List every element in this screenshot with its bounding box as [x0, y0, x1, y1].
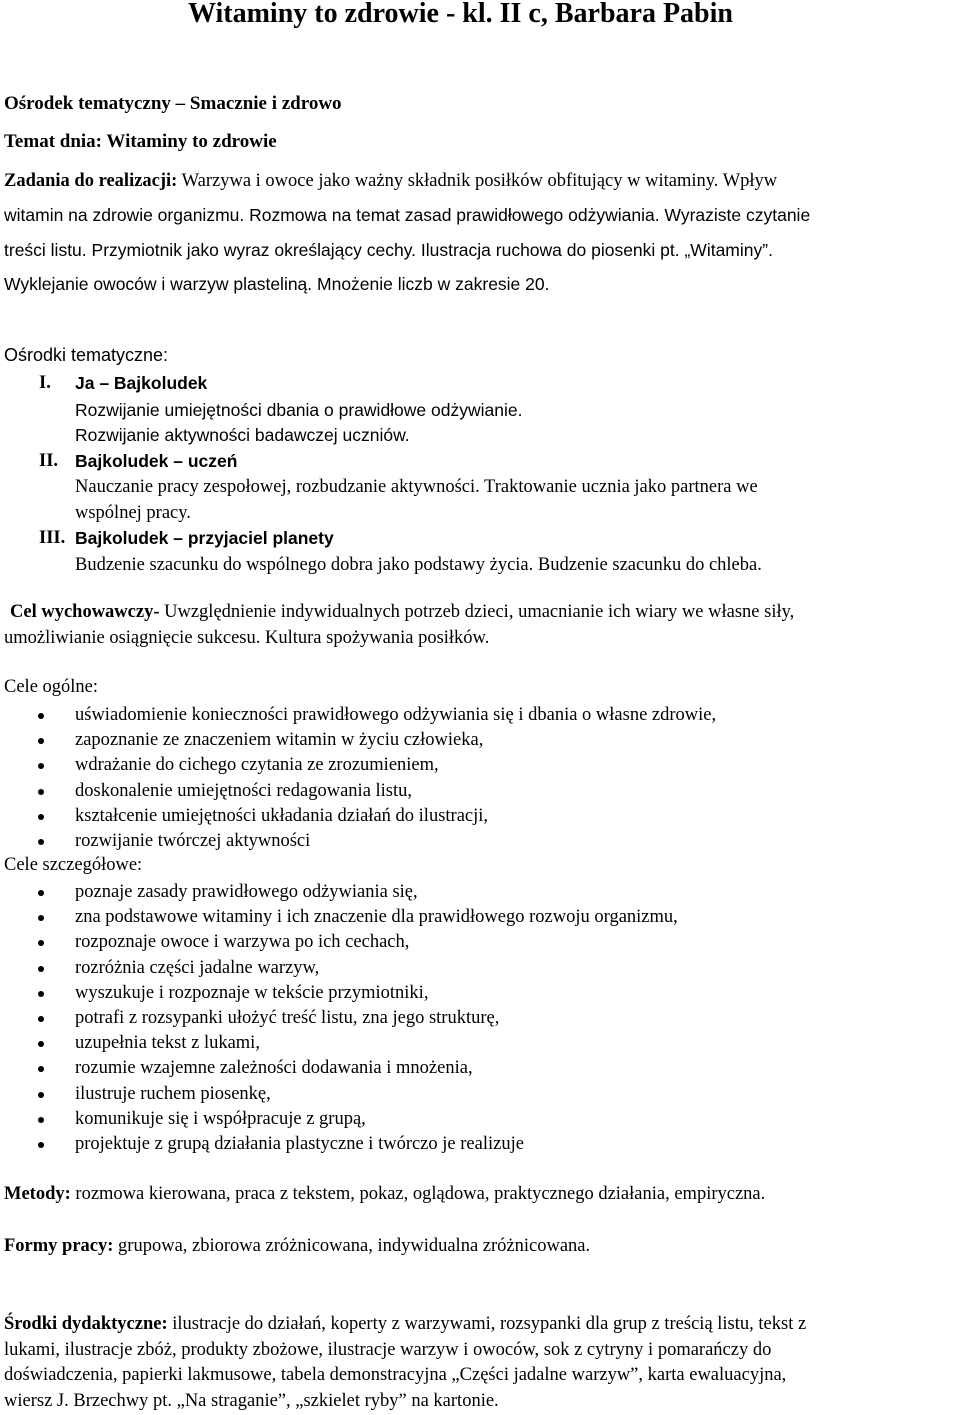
cele-szczegolowe-heading: Cele szczegółowe: — [4, 855, 143, 875]
osrodek-3-number: III. — [39, 528, 66, 548]
osrodek-1-title: Ja – Bajkoludek — [75, 373, 208, 393]
list-item: rozróżnia części jadalne warzyw, — [0, 956, 678, 981]
zadania-line-2: witamin na zdrowie organizmu. Rozmowa na temat zasad prawidłowego odżywiania. Wyraziste czytanie — [4, 205, 811, 225]
osrodki-list — [0, 371, 762, 578]
list-item: zna podstawowe witaminy i ich znaczenie dla prawidłowego rozwoju organizmu, — [0, 905, 678, 930]
formy-label: Formy pracy: — [4, 1236, 114, 1256]
zadania-line-1: Warzywa i owoce jako ważny składnik posiłków obfitujący w witaminy. Wpływ — [177, 171, 778, 191]
list-item: doskonalenie umiejętności redagowania listu, — [0, 779, 716, 804]
bullet-icon — [38, 915, 44, 921]
list-item: potrafi z rozsypanki ułożyć treść listu, zna jego strukturę, — [0, 1006, 678, 1031]
temat-dnia-heading: Temat dnia: Witaminy to zdrowie — [4, 131, 277, 152]
bullet-icon — [38, 1041, 44, 1047]
osrodek-3-line: Budzenie szacunku do wspólnego dobra jako podstawy życia. Budzenie szacunku do chleba. — [75, 554, 762, 575]
srodki-dydaktyczne — [4, 1312, 959, 1414]
srodki-line-2: lukami, ilustracje zbóż, produkty zbożowe, ilustracje warzyw i owoców, sok z cytryny i pomarańczy do — [4, 1339, 772, 1360]
list-item: poznaje zasady prawidłowego odżywiania się, — [0, 880, 678, 905]
bullet-icon — [38, 1066, 44, 1072]
cel-label: Cel wychowawczy- — [10, 602, 160, 622]
zadania-line-4: Wyklejanie owoców i warzyw plasteliną. Mnożenie liczb w zakresie 20. — [4, 274, 550, 294]
metody-text: rozmowa kierowana, praca z tekstem, pokaz, oglądowa, praktycznego działania, empiryczna. — [70, 1184, 766, 1204]
osrodek-tematyczny-heading: Ośrodek tematyczny – Smacznie i zdrowo — [4, 93, 342, 114]
bullet-icon — [38, 814, 44, 820]
cele-szczegolowe-list — [0, 880, 678, 1157]
bullet-icon — [38, 839, 44, 845]
osrodki-heading: Ośrodki tematyczne: — [4, 345, 169, 365]
osrodek-1-line: Rozwijanie aktywności badawczej uczniów. — [75, 425, 410, 445]
srodki-line-4: wiersz J. Brzechwy pt. „Na straganie”, „szkielet ryby” na kartonie. — [4, 1390, 499, 1411]
osrodek-1-number: I. — [39, 373, 51, 393]
list-item: rozwijanie twórczej aktywności — [0, 829, 716, 854]
cele-ogolne-heading: Cele ogólne: — [4, 677, 99, 697]
bullet-icon — [38, 713, 44, 719]
bullet-icon — [38, 940, 44, 946]
bullet-icon — [38, 1142, 44, 1148]
osrodek-2-line: Nauczanie pracy zespołowej, rozbudzanie aktywności. Traktowanie ucznia jako partnera we — [75, 477, 758, 497]
srodki-label: Środki dydaktyczne: — [4, 1314, 168, 1334]
bullet-icon — [38, 1016, 44, 1022]
page-title: Witaminy to zdrowie - kl. II c, Barbara Pabin — [188, 0, 733, 29]
cel-line-1: Uwzględnienie indywidualnych potrzeb dzieci, umacnianie ich wiary we własne siły, — [159, 602, 795, 622]
zadania-line-3: treści listu. Przymiotnik jako wyraz określający cechy. Ilustracja ruchowa do piosenki pt. „Witaminy”. — [4, 239, 773, 260]
zadania-label: Zadania do realizacji: — [4, 171, 178, 191]
list-item: wyszukuje i rozpoznaje w tekście przymiotniki, — [0, 981, 678, 1006]
zadania-section — [4, 168, 810, 298]
osrodek-2-line: wspólnej pracy. — [75, 502, 191, 523]
bullet-icon — [38, 966, 44, 972]
list-item: uświadomienie konieczności prawidłowego odżywiania się i dbania o własne zdrowie, — [0, 703, 716, 728]
osrodek-2-title: Bajkoludek – uczeń — [75, 450, 238, 471]
cel-wychowawczy — [10, 600, 960, 626]
osrodek-1-line: Rozwijanie umiejętności dbania o prawidłowe odżywianie. — [75, 399, 523, 420]
list-item: uzupełnia tekst z lukami, — [0, 1031, 678, 1056]
bullet-icon — [38, 763, 44, 769]
cel-line-2: umożliwianie osiągnięcie sukcesu. Kultura spożywania posiłków. — [4, 628, 490, 648]
list-item: rozpoznaje owoce i warzywa po ich cechach, — [0, 930, 678, 955]
bullet-icon — [38, 1092, 44, 1098]
srodki-line-1: ilustracje do działań, koperty z warzywami, rozsypanki dla grup z treścią listu, tekst z — [167, 1314, 807, 1334]
srodki-line-3: doświadczenia, papierki lakmusowe, tabela demonstracyjna „Części jadalne warzyw”, karta ewaluacyjna, — [4, 1365, 787, 1385]
bullet-icon — [38, 738, 44, 744]
list-item: projektuje z grupą działania plastyczne i twórczo je realizuje — [0, 1132, 678, 1157]
osrodek-3-title: Bajkoludek – przyjaciel planety — [75, 528, 334, 548]
metody — [4, 1184, 765, 1205]
list-item: ilustruje ruchem piosenkę, — [0, 1082, 678, 1107]
list-item: kształcenie umiejętności układania działań do ilustracji, — [0, 804, 716, 829]
bullet-icon — [38, 890, 44, 896]
formy-text: grupowa, zbiorowa zróżnicowana, indywidualna zróżnicowana. — [113, 1236, 591, 1256]
formy-pracy — [4, 1236, 590, 1257]
list-item: wdrażanie do cichego czytania ze zrozumieniem, — [0, 753, 716, 778]
list-item: rozumie wzajemne zależności dodawania i mnożenia, — [0, 1056, 678, 1081]
bullet-icon — [38, 789, 44, 795]
list-item: zapoznanie ze znaczeniem witamin w życiu człowieka, — [0, 728, 716, 753]
cele-ogolne-list — [0, 703, 716, 854]
bullet-icon — [38, 991, 44, 997]
bullet-icon — [38, 1117, 44, 1123]
osrodek-2-number: II. — [39, 450, 59, 471]
list-item: komunikuje się i współpracuje z grupą, — [0, 1107, 678, 1132]
metody-label: Metody: — [4, 1184, 71, 1204]
